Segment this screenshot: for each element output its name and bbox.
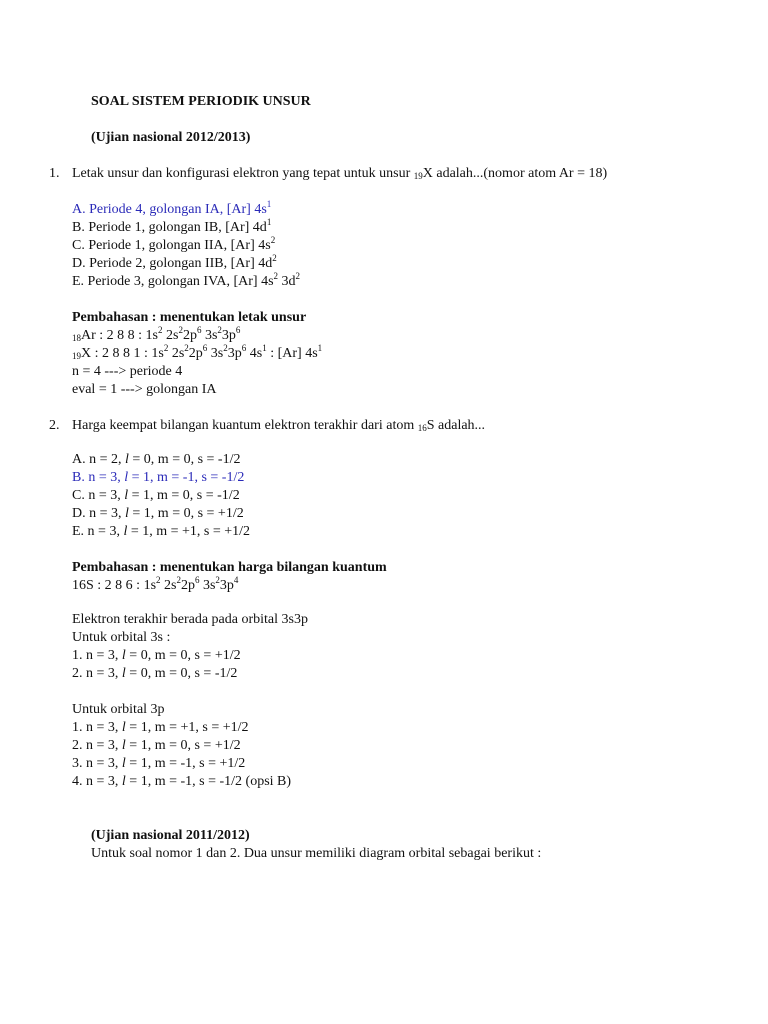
orbital-3s-item: 1. n = 3, l = 0, m = 0, s = +1/2 [72, 648, 241, 663]
orbital-3p-item: 1. n = 3, l = 1, m = +1, s = +1/2 [72, 720, 249, 735]
config-x: 19X : 2 8 8 1 : $1s^2$ $2s^22p^6$ $3s^23p^6$ $4s^1$ : [Ar] $4s^1$ [72, 343, 323, 361]
question-text: Harga keempat bilangan kuantum elektron terakhir dari atom 16S adalah... [72, 418, 486, 433]
exam2-intro: Untuk soal nomor 1 dan 2. Dua unsur memiliki diagram orbital sebagai berikut : [91, 846, 542, 861]
group-line: eval = 1 ---> golongan IA [72, 382, 217, 397]
option-a-answer: A. Periode 4, golongan IA, [Ar] $4s^1$ [72, 199, 272, 217]
option-c: C. Periode 1, golongan IIA, [Ar] $4s^2$ [72, 235, 276, 253]
orbital-3p-item: 3. n = 3, l = 1, m = -1, s = +1/2 [72, 756, 246, 771]
option-a: A. n = 2, l = 0, m = 0, s = -1/2 [72, 452, 241, 467]
question-number: 2. [49, 418, 60, 433]
config-s: 16S : 2 8 6 : $1s^2$ $2s^22p^6$ $3s^23p^4$ [72, 575, 239, 593]
question-text: Letak unsur dan konfigurasi elektron yang tepat untuk unsur 19X adalah...(nomor atom Ar = 18) [72, 166, 608, 181]
discussion-title-1: Pembahasan : menentukan letak unsur [72, 310, 307, 325]
orbital-3p-title: Untuk orbital 3p [72, 702, 165, 717]
question-number: 1. [49, 166, 60, 181]
exam-year-2011-2012: (Ujian nasional 2011/2012) [91, 828, 250, 843]
option-e: E. Periode 3, golongan IVA, [Ar] $4s^2$ $3d^2$ [72, 271, 301, 289]
last-orbital-line: Elektron terakhir berada pada orbital 3s3p [72, 612, 308, 627]
discussion-title-2: Pembahasan : menentukan harga bilangan kuantum [72, 560, 387, 575]
option-d: D. n = 3, l = 1, m = 0, s = +1/2 [72, 506, 244, 521]
option-b-answer: B. n = 3, l = 1, m = -1, s = -1/2 [72, 470, 245, 485]
option-e: E. n = 3, l = 1, m = +1, s = +1/2 [72, 524, 251, 539]
orbital-3s-item: 2. n = 3, l = 0, m = 0, s = -1/2 [72, 666, 238, 681]
orbital-3p-item: 4. n = 3, l = 1, m = -1, s = -1/2 (opsi B) [72, 774, 292, 789]
document-title: SOAL SISTEM PERIODIK UNSUR [91, 94, 311, 109]
option-d: D. Periode 2, golongan IIB, [Ar] $4d^2$ [72, 253, 277, 271]
exam-year-2012-2013: (Ujian nasional 2012/2013) [91, 130, 251, 145]
period-line: n = 4 ---> periode 4 [72, 364, 183, 379]
option-c: C. n = 3, l = 1, m = 0, s = -1/2 [72, 488, 240, 503]
option-b: B. Periode 1, golongan IB, [Ar] $4d^1$ [72, 217, 272, 235]
orbital-3p-item: 2. n = 3, l = 1, m = 0, s = +1/2 [72, 738, 241, 753]
orbital-3s-title: Untuk orbital 3s : [72, 630, 171, 645]
config-ar: 18Ar : 2 8 8 : $1s^2$ $2s^22p^6$ $3s^23p^6$ [72, 325, 241, 343]
